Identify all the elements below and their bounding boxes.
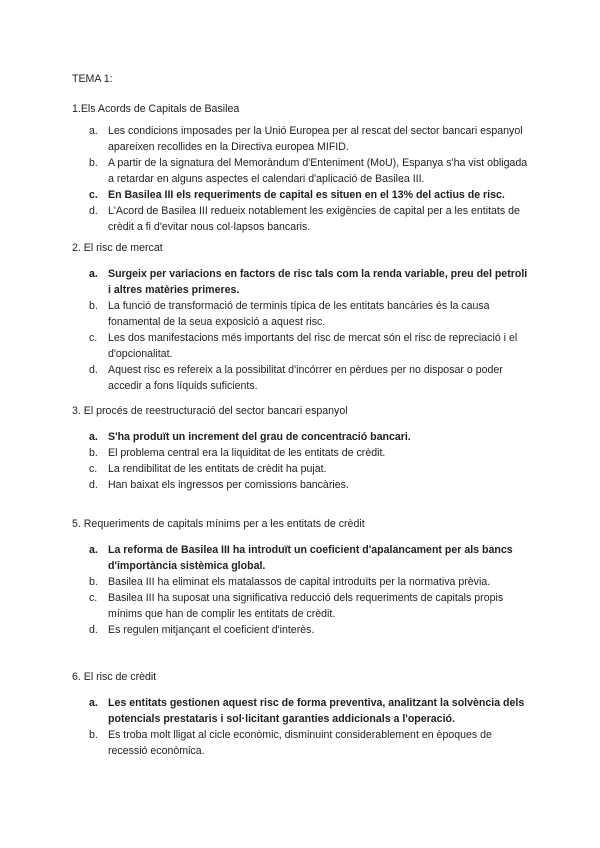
answer-options [72, 123, 532, 235]
option-letter: b. [89, 447, 98, 459]
option-letter: c. [89, 463, 98, 475]
question-heading: 2. El risc de mercat [72, 242, 163, 254]
answer-option-correct [72, 266, 532, 298]
option-text: El problema central era la liquiditat de les entitats de crèdit. [108, 447, 386, 459]
question-section [72, 516, 532, 638]
option-text: Basilea III ha suposat una significativa reducció dels requeriments de capitals propis mínims que han de complir les entitats de crèdit. [108, 592, 504, 620]
option-text: Es regulen mitjançant el coeficient d'interès. [108, 624, 315, 636]
option-letter: b. [89, 157, 98, 169]
option-text: Basilea III ha eliminat els matalassos de capital introduïts per la normativa prèvia. [108, 576, 491, 588]
question-section [72, 101, 532, 235]
answer-option [72, 123, 532, 155]
answer-option-correct [72, 429, 532, 445]
option-letter: c. [89, 592, 98, 604]
option-text: Les condicions imposades per la Unió Europea per al rescat del sector bancari espanyol apareixen recollides en la Directiva europea MIFID. [108, 125, 523, 153]
option-text: A partir de la signatura del Memoràndum d'Enteniment (MoU), Espanya s'ha vist obligada a retardar en alguns aspectes el calendari d'aplicació de Basilea III. [108, 157, 528, 185]
answer-option [72, 362, 532, 394]
option-text: Les dos manifestacions més importants del risc de mercat són el risc de repreciació i el d'opcionalitat. [108, 332, 518, 360]
option-letter: a. [89, 544, 98, 556]
answer-option [72, 203, 532, 235]
answer-option [72, 727, 532, 759]
option-letter: c. [89, 189, 98, 201]
option-letter: a. [89, 697, 98, 709]
answer-option-correct [72, 695, 532, 727]
option-letter: d. [89, 205, 98, 217]
option-letter: d. [89, 479, 98, 491]
question-heading: 6. El risc de crèdit [72, 671, 157, 683]
answer-option [72, 330, 532, 362]
answer-options [72, 542, 532, 638]
option-text: En Basilea III els requeriments de capital es situen en el 13% del actius de risc. [108, 189, 505, 201]
answer-options [72, 695, 532, 759]
option-text: L'Acord de Basilea III redueix notablement les exigències de capital per a les entitats de crèdit a fi d'evitar nous col·lapsos bancaris. [108, 205, 520, 233]
answer-option [72, 461, 532, 477]
answer-option [72, 574, 532, 590]
option-letter: a. [89, 125, 98, 137]
option-letter: a. [89, 431, 98, 443]
option-text: La reforma de Basilea III ha introduït un coeficient d'apalancament per als bancs d'importància sistèmica global. [108, 544, 513, 572]
answer-options [72, 266, 532, 394]
answer-option [72, 477, 532, 493]
option-letter: d. [89, 364, 98, 376]
option-text: Aquest risc es refereix a la possibilitat d'incórrer en pèrdues per no disposar o poder accedir a fons líquids suficients. [108, 364, 503, 392]
option-text: La rendibilitat de les entitats de crèdit ha pujat. [108, 463, 327, 475]
answer-option [72, 590, 532, 622]
question-section [72, 669, 532, 759]
option-text: Es troba molt lligat al cicle econòmic, disminuint considerablement en èpoques de recessió econòmica. [108, 729, 492, 757]
option-letter: b. [89, 300, 98, 312]
answer-option [72, 622, 532, 638]
answer-option-correct [72, 542, 532, 574]
answer-option-correct [72, 187, 532, 203]
question-heading: 5. Requeriments de capitals mínims per a les entitats de crèdit [72, 518, 365, 530]
option-text: Les entitats gestionen aquest risc de forma preventiva, analitzant la solvència dels potencials prestataris i sol·licitant garanties addicionals a l'operació. [108, 697, 525, 725]
option-letter: b. [89, 576, 98, 588]
question-section [72, 240, 532, 394]
answer-option [72, 445, 532, 461]
option-letter: d. [89, 624, 98, 636]
option-text: Han baixat els ingressos per comissions bancàries. [108, 479, 349, 491]
option-text: Surgeix per variacions en factors de risc tals com la renda variable, preu del petroli i altres matèries primeres. [108, 268, 528, 296]
answer-option [72, 298, 532, 330]
option-letter: b. [89, 729, 98, 741]
answer-option [72, 155, 532, 187]
option-text: S'ha produït un increment del grau de concentració bancari. [108, 431, 411, 443]
option-text: La funció de transformació de terminis típica de les entitats bancàries és la causa fonamental de la seua exposició a aquest risc. [108, 300, 490, 328]
question-section [72, 403, 532, 493]
option-letter: c. [89, 332, 98, 344]
question-heading: 3. El procés de reestructuració del sector bancari espanyol [72, 405, 348, 417]
answer-options [72, 429, 532, 493]
option-letter: a. [89, 268, 98, 280]
question-heading: 1.Els Acords de Capitals de Basilea [72, 103, 240, 115]
document-title: TEMA 1: [72, 73, 113, 85]
